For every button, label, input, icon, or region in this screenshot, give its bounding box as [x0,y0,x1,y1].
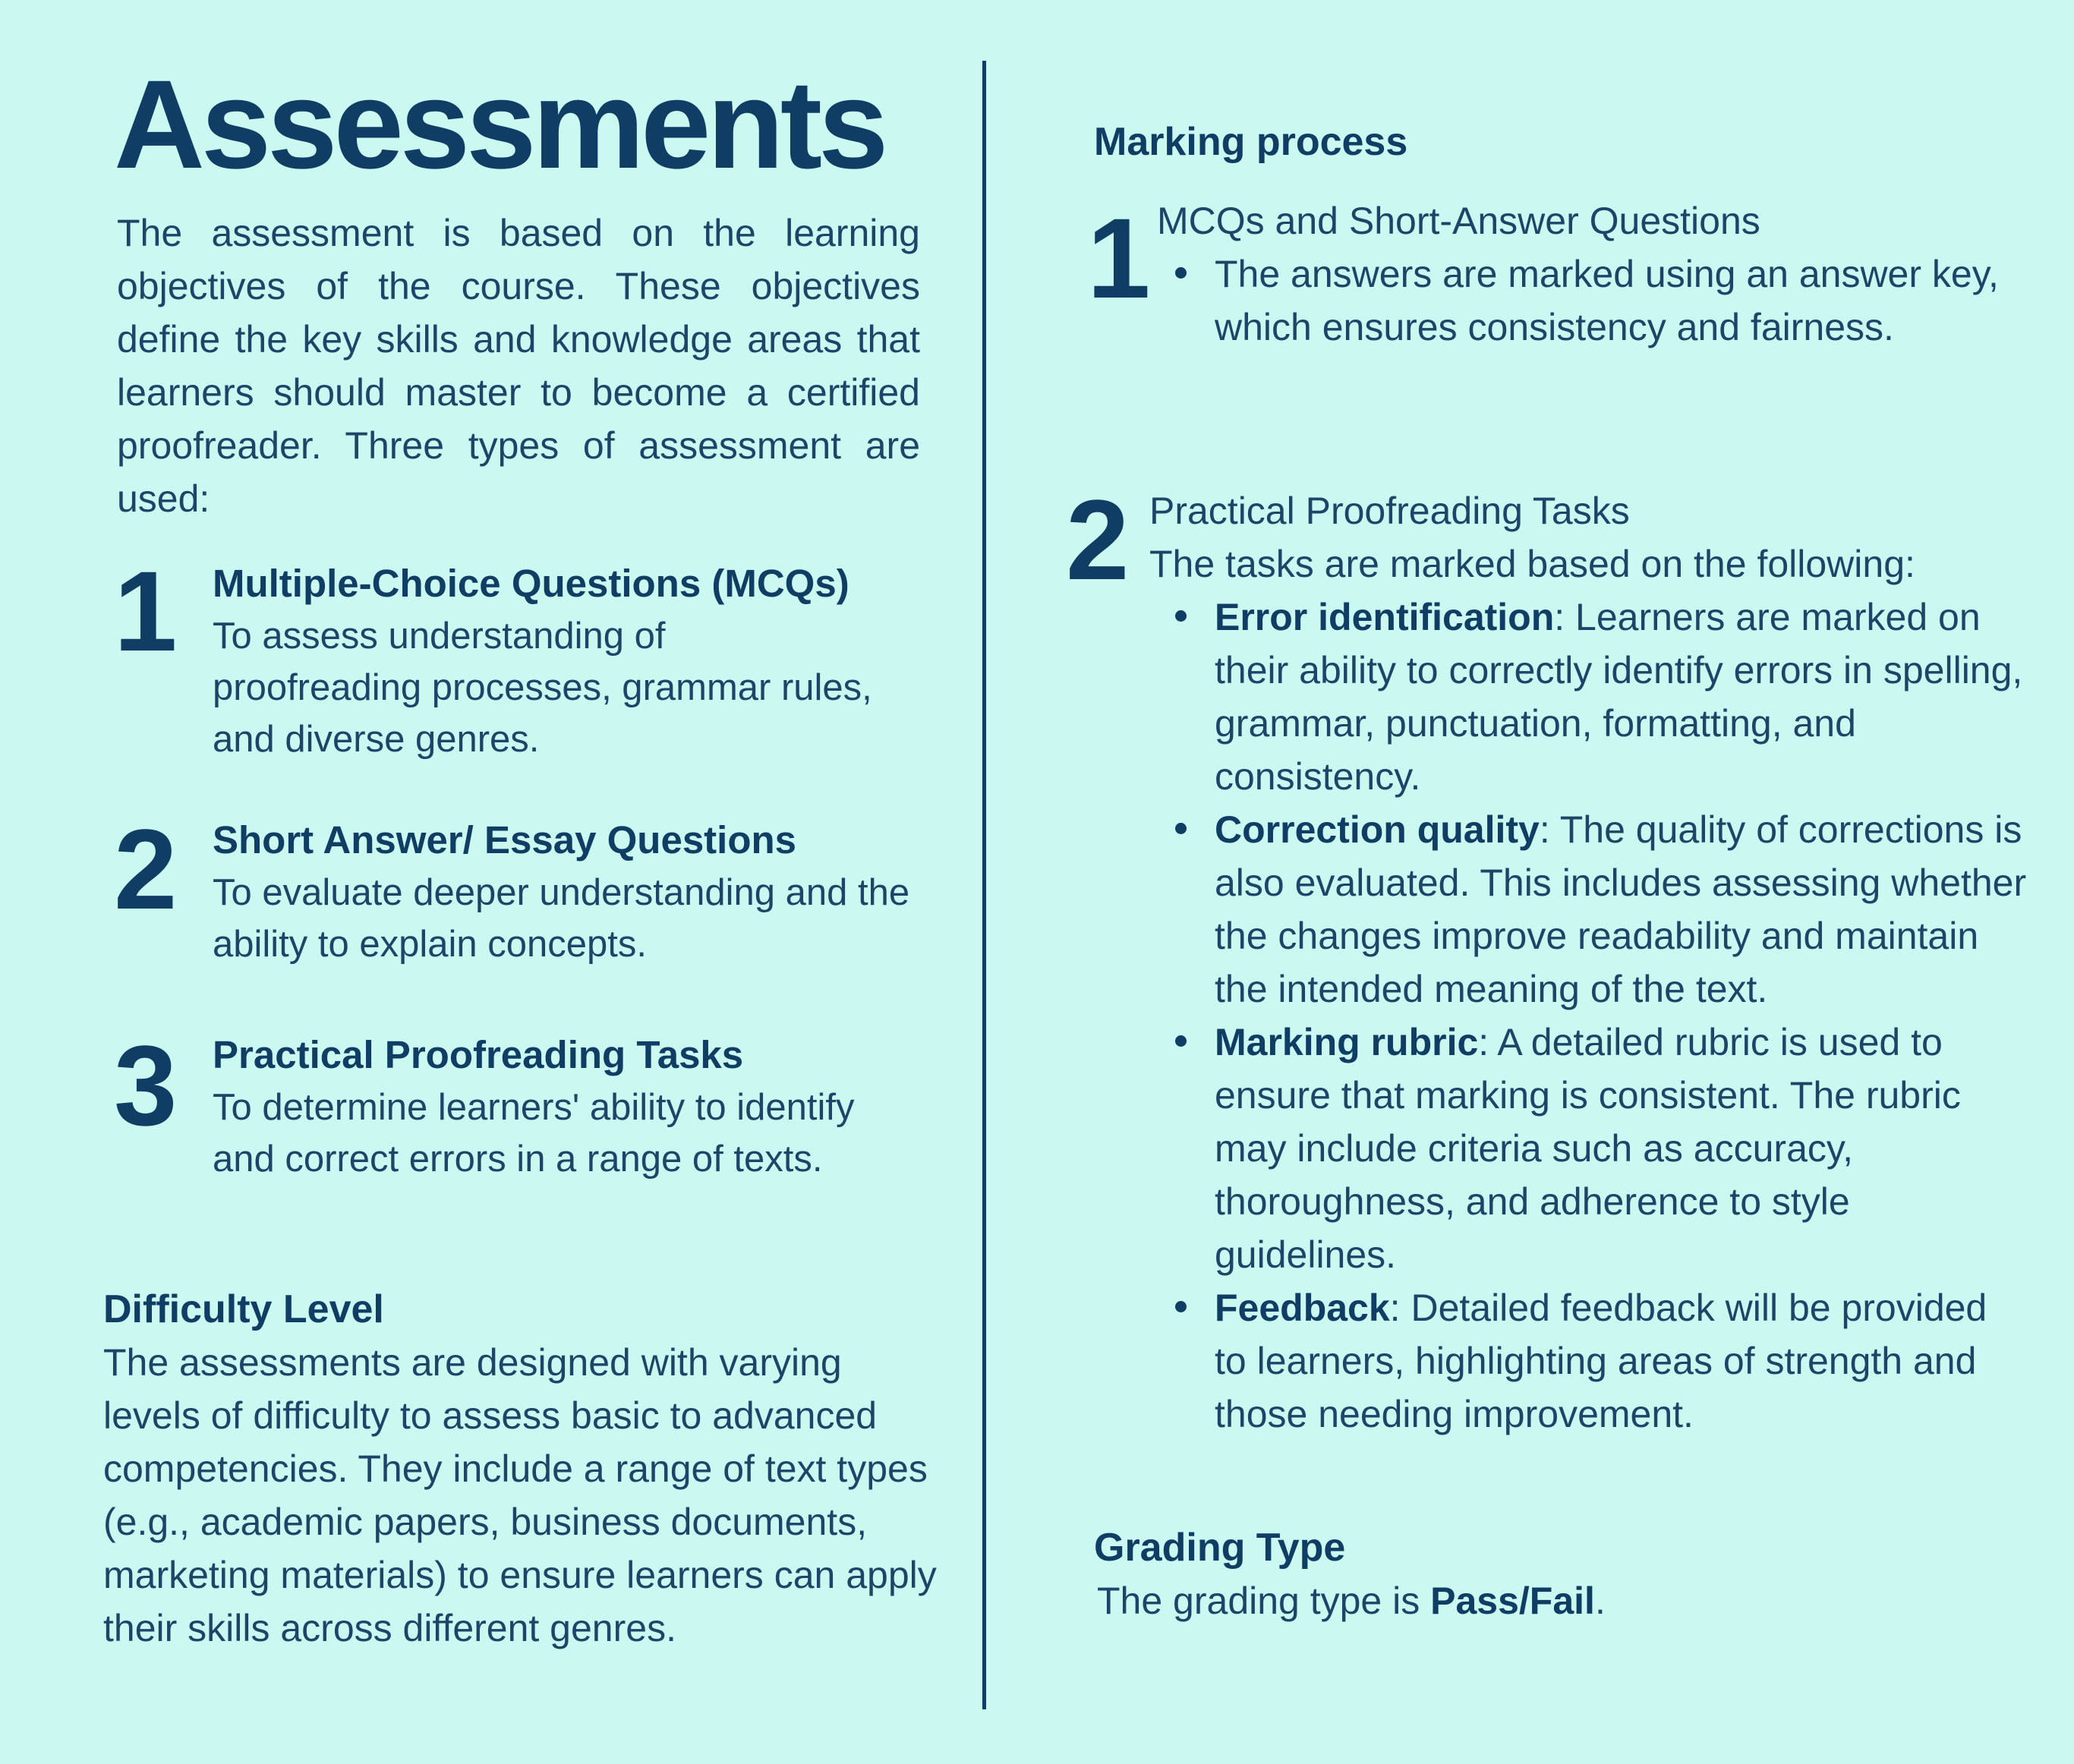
criterion-text: : A detailed rubric is used to ensure that marking is consistent. The rubric may include criteria such as accuracy, thoroughness, and adherence to style guidelines. [1215,1021,1961,1276]
assessment-heading: Short Answer/ Essay Questions [213,818,797,862]
intro-paragraph: The assessment is based on the learning objectives of the course. These objectives define the key skills and knowledge areas that learners should master to become a certified proofreader. Three types of assessment are used: [117,212,920,520]
criterion-term: Correction quality [1215,808,1540,851]
assessment-number-2: 2 [114,805,178,933]
marking-step-mcq [1157,194,2022,354]
marking-heading: Marking process [1094,120,1408,164]
marking-step-number-1: 1 [1087,194,1151,322]
list-item [1215,247,2019,354]
criterion-term: Marking rubric [1215,1021,1479,1063]
bullet-icon [1175,610,1187,622]
list-item [1215,1281,2027,1441]
bullet-icon [1175,267,1187,279]
bullet-text: The answers are marked using an answer key, which ensures consistency and fairness. [1215,253,1999,348]
assessment-heading: Practical Proofreading Tasks [213,1033,744,1076]
page-title: Assessments [114,55,885,195]
grading-prefix: The grading type is [1097,1580,1431,1622]
list-item [1215,803,2027,1016]
column-divider [982,61,986,1709]
criterion-text: : Detailed feedback will be provided to learners, highlighting areas of strength and those needing improvement. [1215,1287,1987,1435]
grading-section [1094,1521,2005,1627]
marking-step-title: MCQs and Short-Answer Questions [1157,200,1760,242]
assessment-number-3: 3 [114,1022,178,1149]
bullet-icon [1175,823,1187,834]
bullet-icon [1175,1301,1187,1312]
criterion-text: : Learners are marked on their ability to correctly identify errors in spelling, grammar, punctuation, formatting, and consistency. [1215,596,2023,798]
assessment-item-mcq [213,557,926,765]
assessment-body: To assess understanding of proofreading processes, grammar rules, and diverse genres. [213,616,872,760]
bullet-icon [1175,1035,1187,1047]
grading-heading: Grading Type [1094,1526,1346,1570]
grading-statement [1097,1574,2005,1627]
marking-step-practical [1149,484,2030,1441]
grading-value: Pass/Fail [1430,1580,1595,1622]
marking-step-title: Practical Proofreading Tasks [1149,490,1630,532]
assessment-heading: Multiple-Choice Questions (MCQs) [213,562,849,605]
assessment-item-short-answer [213,814,941,970]
difficulty-section [103,1283,946,1655]
marking-step-number-2: 2 [1066,476,1130,603]
assessment-body: To determine learners' ability to identify and correct errors in a range of texts. [213,1087,855,1180]
list-item [1215,1016,2027,1281]
difficulty-heading: Difficulty Level [103,1287,384,1331]
assessment-body: To evaluate deeper understanding and the ability to explain concepts. [213,872,910,965]
criterion-text: : The quality of corrections is also evaluated. This includes assessing whether the changes improve readability and maintain the intended meaning of the text. [1215,808,2027,1010]
list-item [1215,591,2027,803]
grading-suffix: . [1594,1580,1606,1622]
marking-step-intro: The tasks are marked based on the following: [1149,543,1915,585]
marking-step-bullets [1215,247,2019,354]
assessment-number-1: 1 [114,547,178,675]
difficulty-body: The assessments are designed with varying levels of difficulty to assess basic to advanced competencies. They include a range of text types (e.g., academic papers, business documents, marketing materials) to ensure learners can apply their skills across different genres. [103,1341,937,1649]
marking-criteria-list [1215,591,2027,1441]
assessment-item-practical [213,1028,926,1185]
criterion-term: Error identification [1215,596,1555,638]
criterion-term: Feedback [1215,1287,1390,1329]
